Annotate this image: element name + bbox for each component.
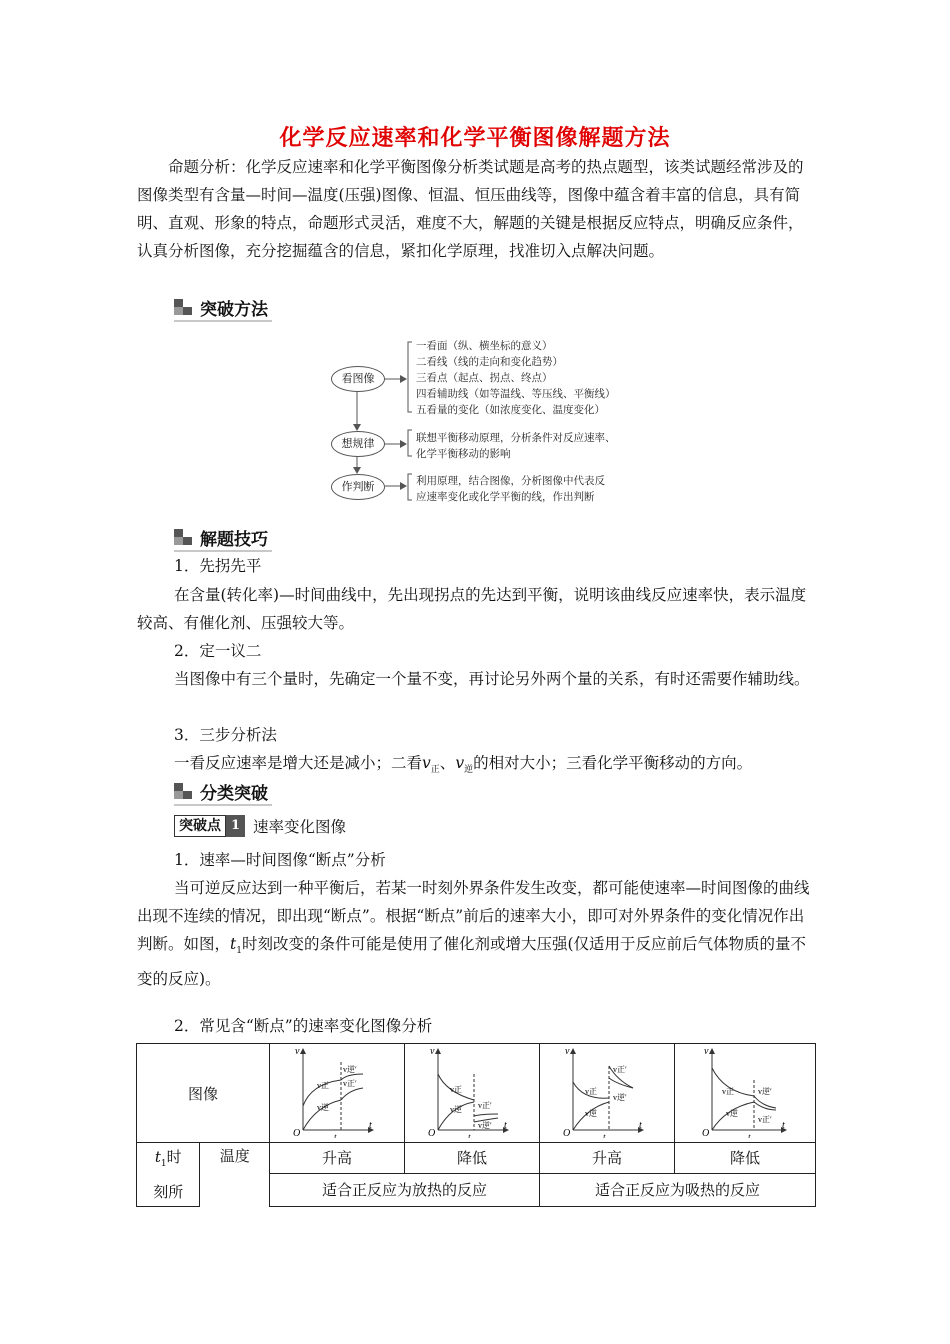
svg-text:v逆′: v逆′	[478, 1121, 492, 1130]
section-method-label: 突破方法	[200, 299, 268, 320]
graph-cell-1	[270, 1044, 405, 1143]
temp-cell: 升高	[540, 1143, 675, 1174]
graph-cell-2	[405, 1044, 540, 1143]
svg-text:v正′: v正′	[478, 1101, 492, 1110]
page-title: 化学反应速率和化学平衡图像解题方法	[279, 126, 671, 151]
flow-text-line: 四看辅助线（如等温线、等压线、平衡线）	[416, 388, 616, 400]
svg-text:O: O	[563, 1128, 571, 1138]
intro-paragraph: 命题分析：化学反应速率和化学平衡图像分析类试题是高考的热点题型，该类试题经常涉及的图像类型有含量—时间—温度(压强)图像、恒温、恒压曲线等，图像中蕴含着丰富的信息，具有简明、直观、形象的特点，命题形式灵活，难度不大，解题的关键是根据反应特点，明确反应条件，认真分析图像，充分挖掘蕴含的信息，紧扣化学原理，找准切入点解决问题。	[137, 158, 804, 260]
graph-cell-4	[675, 1044, 816, 1143]
flow-node-think: 想规律	[331, 431, 385, 457]
temp-label-cell: 温度	[200, 1143, 270, 1207]
temp-cell: 升高	[270, 1143, 405, 1174]
svg-text:O: O	[293, 1128, 301, 1138]
section-underline	[174, 804, 272, 806]
svg-text:v正′: v正′	[613, 1065, 627, 1074]
svg-text:v: v	[704, 1046, 709, 1057]
rate-graph-3	[541, 1044, 673, 1138]
tip2-body: 当图像中有三个量时，先确定一个量不变，再讨论另外两个量的关系，有时还需要作辅助线。	[174, 670, 810, 688]
section-marker-icon	[174, 783, 194, 799]
svg-text:v逆: v逆	[450, 1105, 462, 1114]
svg-text:v: v	[565, 1046, 570, 1057]
section-classify-label: 分类突破	[200, 783, 268, 804]
svg-text:v逆′: v逆′	[758, 1087, 772, 1096]
rate-graph-1	[271, 1044, 403, 1138]
temp-cell: 降低	[405, 1143, 540, 1174]
svg-text:t: t	[468, 1132, 471, 1138]
breakthrough-p1: 当可逆反应达到一种平衡后，若某一时刻外界条件发生改变，都可能使速率—时间图像的曲线出现不连续的情况，即出现“断点”。根据“断点”前后的速率大小，即可对外界条件的变化情况作出判断。如图，$t_1$时刻改变的条件可能是使用了催化剂或增大压强(仅适用于反应前后气体物质的量不变的反应)。	[137, 879, 810, 989]
svg-text:v逆′: v逆′	[613, 1093, 627, 1102]
svg-text:v逆: v逆	[726, 1109, 738, 1118]
tip1-heading: 1．先拐先平	[174, 557, 262, 575]
section-underline	[174, 320, 272, 322]
flow-text-line: 一看面（纵、横坐标的意义）	[416, 340, 553, 352]
svg-text:t: t	[748, 1132, 751, 1138]
svg-text:v: v	[430, 1046, 435, 1057]
badge-number: 1	[226, 815, 245, 837]
flow-text-line: 利用原理，结合图像，分析图像中代表反	[416, 475, 605, 487]
rate-graph-4	[676, 1044, 814, 1138]
method-flowchart	[330, 338, 660, 503]
svg-text:v正: v正	[722, 1087, 734, 1096]
svg-text:O: O	[428, 1128, 436, 1138]
tip3-heading: 3．三步分析法	[174, 726, 277, 744]
svg-text:t: t	[639, 1120, 642, 1131]
svg-text:O: O	[702, 1128, 710, 1138]
svg-text:v逆′: v逆′	[343, 1065, 357, 1074]
flow-text-line: 应速率变化或化学平衡的线，作出判断	[416, 491, 595, 503]
tip3-body: 一看反应速率是增大还是减小；二看$v_正$、$v_逆$的相对大小；三看化学平衡移动的方向。	[174, 754, 753, 776]
svg-text:t: t	[369, 1120, 372, 1131]
rate-graph-2	[406, 1044, 538, 1138]
temp-cell: 降低	[675, 1143, 816, 1174]
tip1-body: 在含量(转化率)—时间曲线中，先出现拐点的先达到平衡，说明该曲线反应速率快，表示温度较高、有催化剂、压强较大等。	[137, 586, 807, 632]
svg-text:v正: v正	[317, 1081, 329, 1090]
rate-graph-table	[136, 1043, 816, 1207]
tip2-heading: 2．定一议二	[174, 642, 262, 660]
section-tips-label: 解题技巧	[200, 529, 268, 550]
svg-text:v正′: v正′	[758, 1115, 772, 1124]
section-marker-icon	[174, 299, 194, 315]
breakthrough-h2: 2．常见含“断点”的速率变化图像分析	[174, 1017, 433, 1035]
graph-cell-3	[540, 1044, 675, 1143]
flow-text-line: 二看线（线的走向和变化趋势）	[416, 356, 563, 368]
badge-label: 突破点	[174, 815, 226, 837]
svg-text:v: v	[295, 1046, 300, 1057]
svg-text:v正: v正	[450, 1085, 462, 1094]
section-method-heading	[174, 295, 268, 319]
svg-text:v正: v正	[585, 1087, 597, 1096]
section-classify-heading	[174, 779, 268, 803]
table-header-cell: 图像	[137, 1044, 270, 1143]
svg-text:t: t	[334, 1132, 337, 1138]
fit-cell: 适合正反应为放热的反应	[270, 1173, 540, 1206]
svg-text:v逆: v逆	[317, 1103, 329, 1112]
fit-cell: 适合正反应为吸热的反应	[540, 1173, 816, 1206]
svg-text:t: t	[782, 1120, 785, 1131]
breakthrough-topic: 速率变化图像	[253, 818, 347, 836]
svg-text:t: t	[504, 1120, 507, 1131]
section-marker-icon	[174, 529, 194, 545]
breakthrough-h1: 1．速率—时间图像“断点”分析	[174, 851, 386, 869]
row-header-t1: $t_1$时 刻所	[137, 1143, 200, 1207]
breakthrough-badge	[174, 815, 346, 837]
flow-text-line: 三看点（起点、拐点、终点）	[416, 372, 553, 384]
svg-text:t: t	[603, 1132, 606, 1138]
flow-text-line: 五看量的变化（如浓度变化、温度变化）	[416, 404, 605, 416]
flow-node-judge: 作判断	[331, 474, 385, 500]
flow-text-line: 联想平衡移动原理，分析条件对反应速率、	[416, 432, 616, 444]
section-tips-heading	[174, 525, 268, 549]
flow-text-line: 化学平衡移动的影响	[416, 448, 511, 460]
svg-text:v正′: v正′	[343, 1079, 357, 1088]
flow-node-look: 看图像	[331, 366, 385, 392]
svg-text:v逆: v逆	[585, 1109, 597, 1118]
